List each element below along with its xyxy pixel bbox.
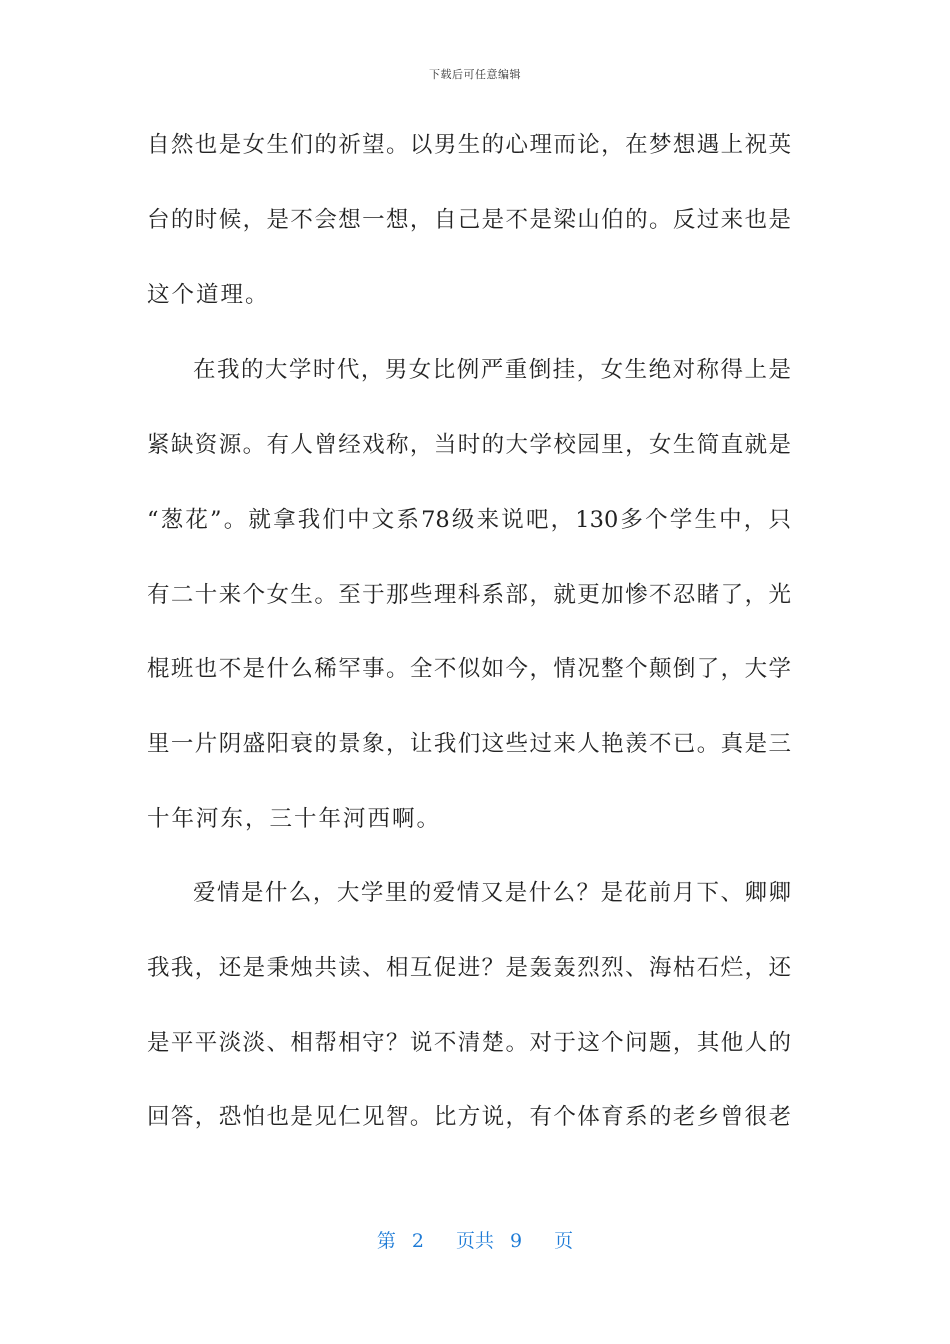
footer-prefix: 第	[376, 1230, 396, 1252]
text-line: 自然也是女生们的祈望。以男生的心理而论，在梦想遇上祝英	[147, 132, 791, 158]
text-line: 是平平淡淡、相帮相守？说不清楚。对于这个问题，其他人的	[147, 1030, 791, 1056]
text-line: 台的时候，是不会想一想，自己是不是梁山伯的。反过来也是	[147, 207, 791, 233]
footer-middle: 页共	[455, 1230, 494, 1252]
text-line: 在我的大学时代，男女比例严重倒挂，女生绝对称得上是	[193, 357, 791, 383]
text-line: 爱情是什么，大学里的爱情又是什么？是花前月下、卿卿	[193, 880, 791, 906]
page-footer	[0, 1226, 950, 1253]
total-pages-number: 9	[510, 1230, 523, 1252]
page-header-note: 下载后可任意编辑	[429, 68, 521, 81]
text-line: 十年河东，三十年河西啊。	[147, 806, 442, 832]
text-line: “葱花”。就拿我们中文系78级来说吧，130多个学生中，只	[147, 507, 791, 533]
text-line: 棍班也不是什么稀罕事。全不似如今，情况整个颠倒了，大学	[147, 656, 791, 682]
text-line: 回答，恐怕也是见仁见智。比方说，有个体育系的老乡曾很老	[147, 1104, 791, 1130]
current-page-number: 2	[411, 1230, 424, 1252]
text-line: 这个道理。	[147, 282, 270, 308]
text-line: 里一片阴盛阳衰的景象，让我们这些过来人艳羡不已。真是三	[147, 731, 791, 757]
footer-suffix: 页	[554, 1230, 574, 1252]
text-line: 紧缺资源。有人曾经戏称，当时的大学校园里，女生简直就是	[147, 432, 791, 458]
text-line: 有二十来个女生。至于那些理科系部，就更加惨不忍睹了，光	[147, 582, 791, 608]
text-line: 我我，还是秉烛共读、相互促进？是轰轰烈烈、海枯石烂，还	[147, 955, 791, 981]
